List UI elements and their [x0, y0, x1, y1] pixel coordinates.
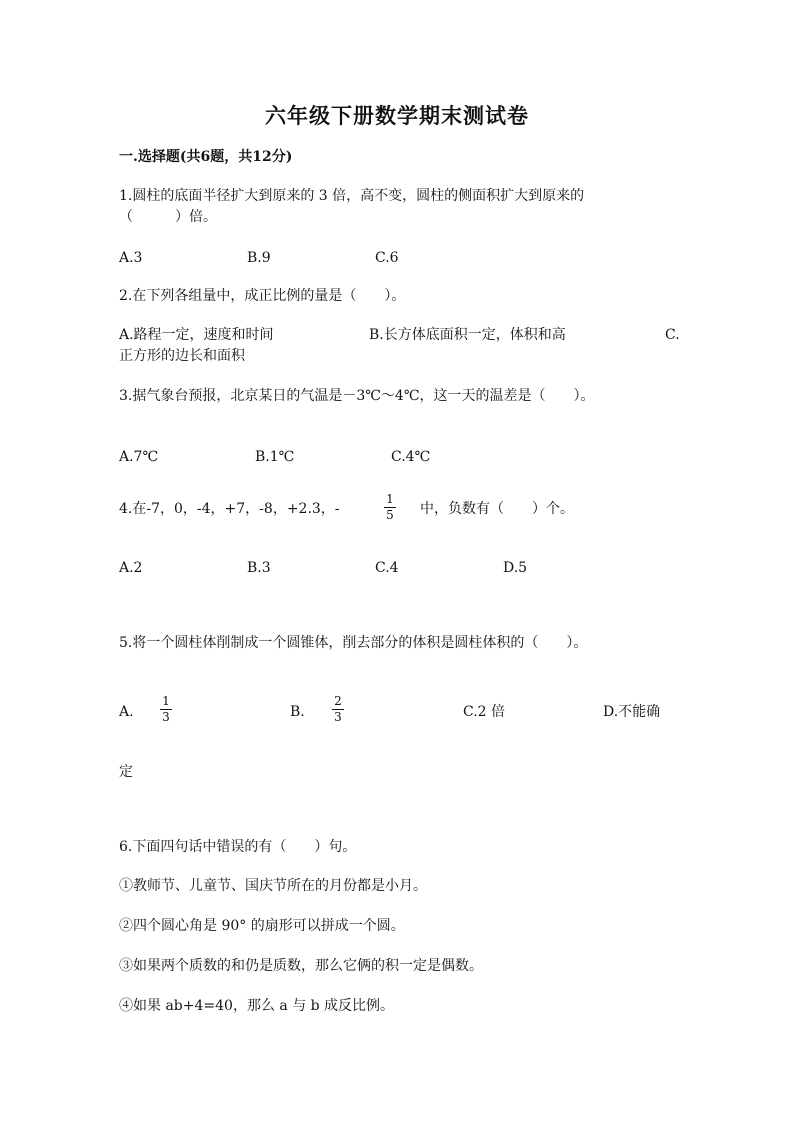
- q5-option-c[interactable]: C.2 倍: [463, 704, 506, 720]
- q4-fraction: [384, 493, 396, 522]
- q2-option-a[interactable]: A.路程一定，速度和时间: [119, 327, 274, 343]
- q3-option-b[interactable]: B.1℃: [255, 449, 295, 465]
- q4-option-d[interactable]: D.5: [503, 560, 528, 576]
- question-5-stem: 5.将一个圆柱体削制成一个圆锥体，削去部分的体积是圆柱体积的（ ）。: [119, 635, 588, 651]
- question-6-stem: 6.下面四句话中错误的有（ ）句。: [119, 839, 357, 855]
- q1-option-c[interactable]: C.6: [375, 250, 399, 266]
- q6-statement-4: ④如果 ab+4=40，那么 a 与 b 成反比例。: [119, 998, 395, 1014]
- question-3-stem: 3.据气象台预报，北京某日的气温是－3℃～4℃，这一天的温差是（ ）。: [119, 388, 595, 404]
- q5-option-a[interactable]: A.: [119, 704, 134, 720]
- fraction-denominator: 3: [334, 710, 342, 724]
- question-2-stem: 2.在下列各组量中，成正比例的量是（ ）。: [119, 288, 406, 304]
- question-1-stem-cont: （ ）倍。: [119, 209, 217, 225]
- q4-option-a[interactable]: A.2: [119, 560, 143, 576]
- q6-statement-3: ③如果两个质数的和仍是质数，那么它俩的积一定是偶数。: [119, 958, 483, 974]
- q5-option-d-cont[interactable]: 定: [119, 764, 133, 780]
- fraction-numerator: 1: [162, 694, 170, 708]
- q4-option-c[interactable]: C.4: [375, 560, 399, 576]
- q1-option-a[interactable]: A.3: [119, 250, 143, 266]
- q5-option-a-fraction: [160, 695, 172, 724]
- question-4-stem-cont: 中，负数有（ ）个。: [420, 501, 574, 517]
- q6-statement-1: ①教师节、儿童节、国庆节所在的月份都是小月。: [119, 878, 427, 894]
- question-4-stem: 4.在-7，0，-4，+7，-8，+2.3，-: [119, 501, 340, 517]
- q3-option-a[interactable]: A.7℃: [119, 449, 159, 465]
- question-1-stem: 1.圆柱的底面半径扩大到原来的 3 倍，高不变，圆柱的侧面积扩大到原来的: [119, 188, 585, 204]
- fraction-numerator: 1: [386, 492, 394, 506]
- q5-option-b[interactable]: B.: [290, 704, 305, 720]
- q6-statement-2: ②四个圆心角是 90° 的扇形可以拼成一个圆。: [119, 918, 405, 934]
- fraction-denominator: 3: [162, 710, 170, 724]
- q1-option-b[interactable]: B.9: [247, 250, 271, 266]
- q2-option-b[interactable]: B.长方体底面积一定，体积和高: [369, 327, 566, 343]
- q4-option-b[interactable]: B.3: [247, 560, 271, 576]
- q3-option-c[interactable]: C.4℃: [391, 449, 431, 465]
- q5-option-b-fraction: [332, 695, 344, 724]
- fraction-numerator: 2: [334, 694, 342, 708]
- q2-option-c-cont[interactable]: 正方形的边长和面积: [119, 348, 245, 364]
- section-header: 一.选择题(共6题，共12分): [119, 149, 293, 165]
- fraction-denominator: 5: [386, 508, 394, 522]
- q5-option-d[interactable]: D.不能确: [603, 704, 661, 720]
- q2-option-c[interactable]: C.: [665, 327, 680, 343]
- page-title: 六年级下册数学期末测试卷: [265, 103, 529, 128]
